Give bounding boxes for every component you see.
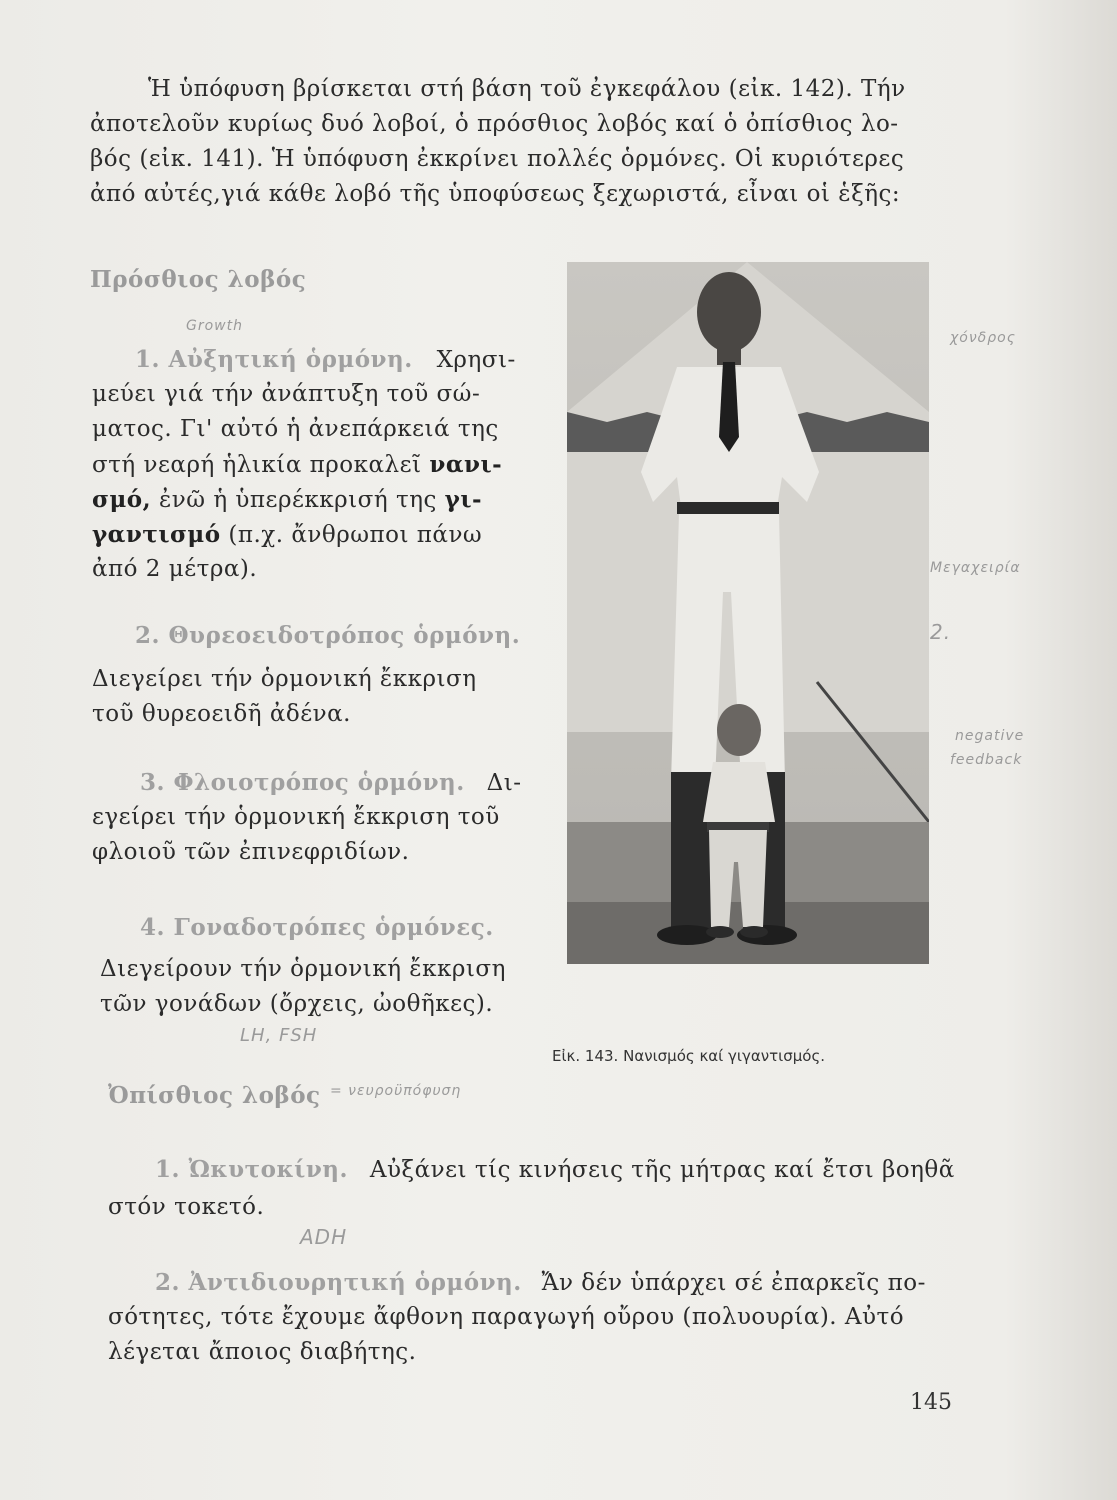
handwritten-note-lhfsh: LH, FSH: [240, 1025, 318, 1046]
intro-line-4: ἀπό αὐτές,γιά κάθε λοβό τῆς ὑποφύσεως ξεχωριστά, εἶναι οἱ ἑξῆς:: [90, 181, 901, 207]
item-title-gonadotropins: 4. Γοναδοτρόπες ὁρμόνες.: [140, 914, 494, 941]
figure-caption: Εἰκ. 143. Νανισμός καί γιγαντισμός.: [552, 1047, 826, 1065]
item-text: Ἄν δέν ὑπάρχει σέ ἐπαρκεῖς πο-: [541, 1270, 926, 1296]
item-title-oxytocin: 1. Ὠκυτοκίνη.: [155, 1156, 349, 1183]
anterior-item-1-line-1: [135, 342, 516, 378]
item-title-acth: 3. Φλοιοτρόπος ὁρμόνη.: [140, 769, 465, 796]
item-text: Δι-: [486, 770, 522, 796]
anterior-item-1-line-6: [92, 517, 482, 553]
anterior-item-3-line-1: [140, 765, 522, 801]
item-text: Αὐξάνει τίς κινήσεις τῆς μήτρας καί ἔτσι βοηθᾶ: [369, 1157, 955, 1183]
intro-line-1: Ἡ ὑπόφυση βρίσκεται στή βάση τοῦ ἐγκεφάλου (εἰκ. 142). Τήν: [148, 76, 906, 102]
posterior-item-1-line-2: στόν τοκετό.: [108, 1194, 265, 1220]
item-title-growth-hormone: 1. Αὐξητική ὁρμόνη.: [135, 346, 413, 373]
intro-line-2: ἀποτελοῦν κυρίως δυό λοβοί, ὁ πρόσθιος λοβός καί ὁ ὀπίσθιος λο-: [90, 111, 899, 137]
term-gigantism: γαντισμό: [92, 521, 221, 548]
term-dwarfism-end: σμό,: [92, 486, 152, 513]
anterior-item-1-line-4: [92, 447, 502, 483]
anterior-item-4-line-1: Διεγείρουν τήν ὁρμονική ἔκκριση: [100, 956, 506, 982]
handwritten-note-growth: Growth: [186, 318, 243, 334]
anterior-item-1-line-3: ματος. Γι' αὐτό ἡ ἀνεπάρκειά της: [92, 416, 499, 442]
anterior-item-1-line-5: [92, 482, 482, 518]
term-dwarfism: νανι-: [429, 451, 503, 478]
section-heading-posterior: Ὀπίσθιος λοβός: [108, 1082, 321, 1109]
item-text: Χρησι-: [436, 347, 516, 373]
page-number: 145: [910, 1390, 952, 1415]
posterior-item-2-line-1: [155, 1265, 926, 1301]
item-text: ἐνῶ ἡ ὑπερέκκρισή της: [158, 487, 437, 513]
handwritten-note-megazafria: Μεγαχειρία: [930, 560, 1021, 576]
item-title-adh: 2. Ἀντιδιουρητική ὁρμόνη.: [155, 1269, 522, 1296]
handwritten-note-two: 2.: [930, 620, 952, 644]
anterior-item-4-line-2: τῶν γονάδων (ὄρχεις, ὠοθῆκες).: [100, 991, 494, 1017]
posterior-item-2-line-3: λέγεται ἄποιος διαβήτης.: [108, 1339, 417, 1365]
intro-line-3: βός (εἰκ. 141). Ἡ ὑπόφυση ἐκκρίνει πολλές ὁρμόνες. Οἱ κυριότερες: [90, 146, 905, 172]
handwritten-note-negative: negative: [955, 728, 1025, 744]
term-gigantism-start: γι-: [444, 486, 483, 513]
item-text: (π.χ. ἄνθρωποι πάνω: [228, 522, 483, 548]
photo-illustration: [567, 262, 929, 964]
handwritten-note-neuro: = νευροϋπόφυση: [330, 1083, 462, 1099]
handwritten-note-adh: ADH: [300, 1225, 348, 1249]
anterior-item-1-line-7: ἀπό 2 μέτρα).: [92, 556, 258, 582]
anterior-item-2-line-2: τοῦ θυρεοειδῆ ἀδένα.: [92, 701, 351, 727]
section-heading-anterior: Πρόσθιος λοβός: [90, 266, 307, 293]
anterior-item-3-line-3: φλοιοῦ τῶν ἐπινεφριδίων.: [92, 839, 410, 865]
anterior-item-3-line-2: εγείρει τήν ὁρμονική ἔκκριση τοῦ: [92, 804, 500, 830]
handwritten-note-feedback: feedback: [950, 752, 1023, 768]
item-text: στή νεαρή ἡλικία προκαλεῖ: [92, 452, 422, 478]
anterior-item-2-line-1: Διεγείρει τήν ὁρμονική ἔκκριση: [92, 666, 477, 692]
item-title-tsh: 2. Θυρεοειδοτρόπος ὁρμόνη.: [135, 622, 521, 649]
anterior-item-1-line-2: μεύει γιά τήν ἀνάπτυξη τοῦ σώ-: [92, 381, 481, 407]
posterior-item-1-line-1: [155, 1152, 955, 1188]
handwritten-note-condros: χόνδρος: [950, 330, 1016, 346]
posterior-item-2-line-2: σότητες, τότε ἔχουμε ἄφθονη παραγωγή οὔρου (πολυουρία). Αὐτό: [108, 1304, 905, 1330]
figure-photo-dwarfism-gigantism: [567, 262, 929, 964]
